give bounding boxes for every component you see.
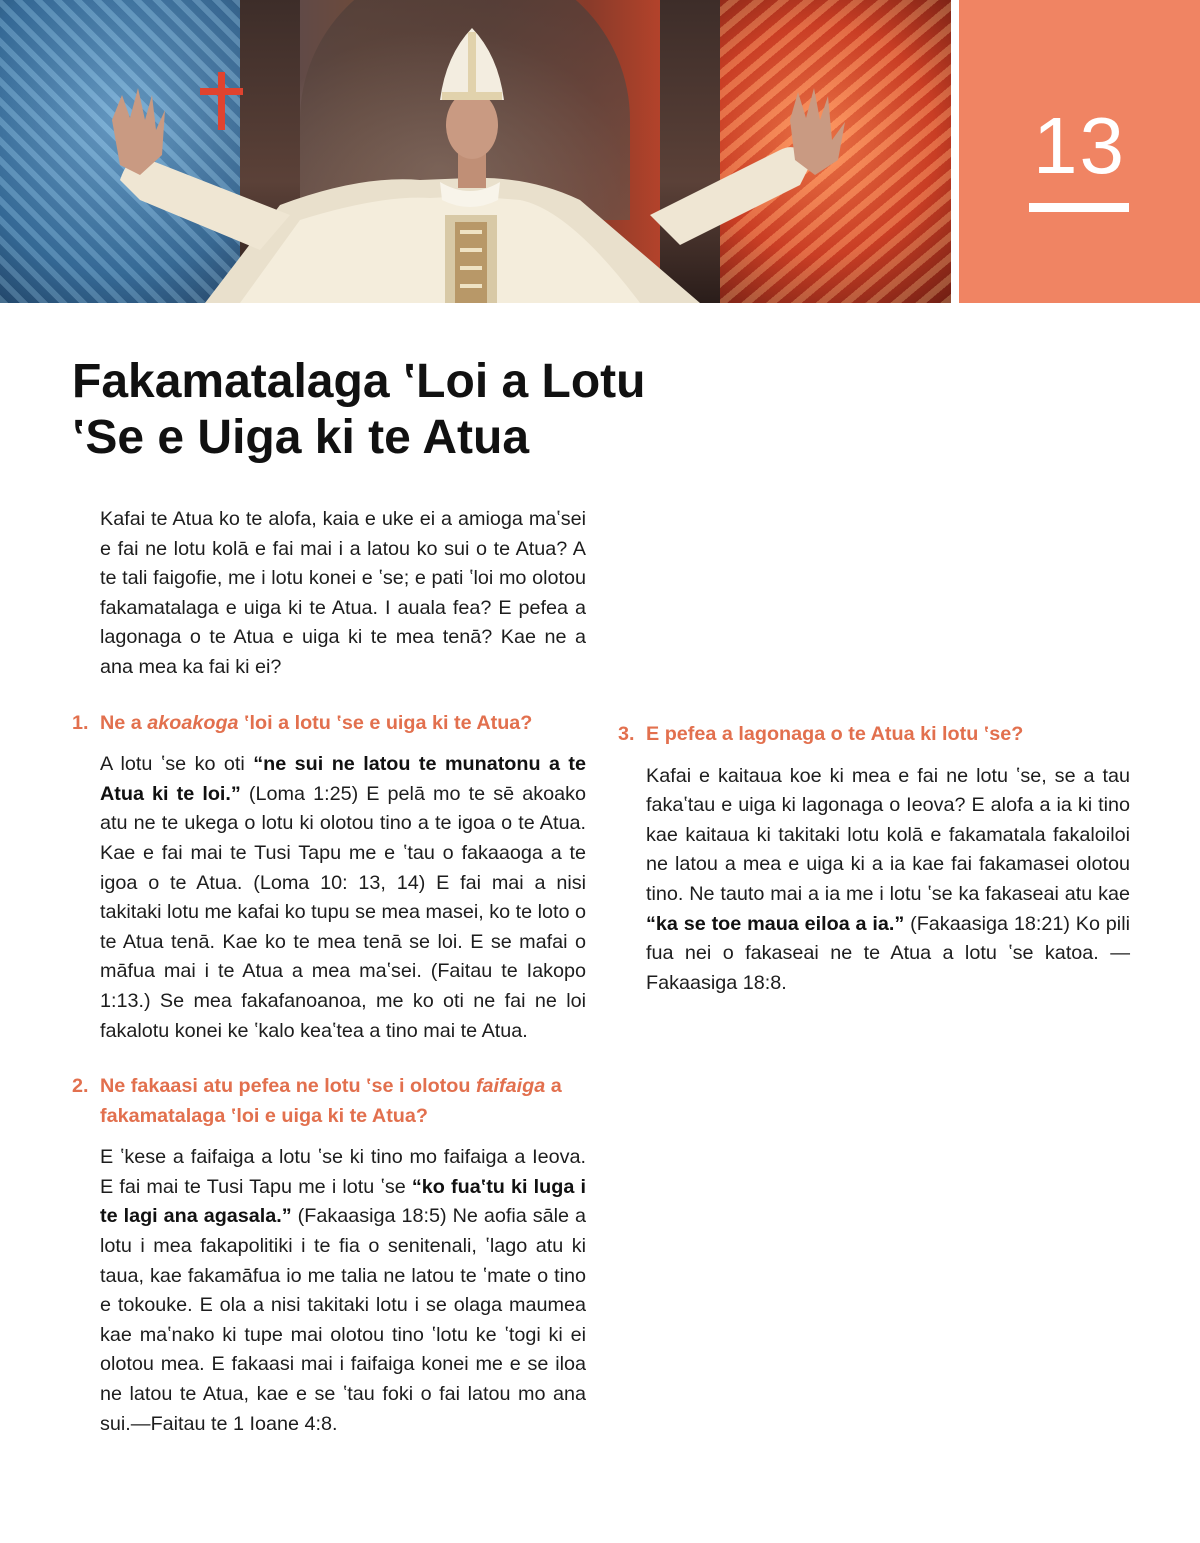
title-line-1: Fakamatalaga ʽLoi a Lotu xyxy=(72,355,646,408)
question-2: 2. Ne fakaasi atu pefea ne lotu ʽse i olotou faifaiga a fakamatalaga ʽloi e uiga ki te Atua? xyxy=(72,1072,586,1131)
question-number: 2. xyxy=(72,1075,89,1098)
title-line-2: ʽSe e Uiga ki te Atua xyxy=(72,411,530,464)
priest-figure xyxy=(0,0,951,303)
question-number: 1. xyxy=(72,711,89,734)
left-column xyxy=(72,505,586,1439)
intro-paragraph: Kafai te Atua ko te alofa, kaia e uke ei a amioga maʽsei e fai ne lotu kolā e fai mai i a latou ko sui o te Atua? A te tali faigofie, me i lotu konei e ʽse; e pati ʽloi mo olotou fakamatalaga e uiga ki te Atua. I auala fea? E pefea a lagonaga o te Atua e uiga ki te mea tenā? Kae ne a ana mea ka fai ki ei? xyxy=(100,508,586,678)
chapter-number: 13 xyxy=(1033,101,1126,190)
answer-paragraph-2: E ʽkese a faifaiga a lotu ʽse ki tino mo faifaiga a Ieova. E fai mai te Tusi Tapu me i lotu ʽse “ko fuaʽtu ki luga i te lagi ana agasala.” (Fakaasiga 18:5) Ne aofia sāle a lotu i mea fakapolitiki i te fia o senitenali, ʽlago atu ki taua, kae fakamāfua io me talia ne latou te ʽmate o tino e tokouke. E ola a nisi takitaki lotu i se olaga maumea kae maʽnako ki tupe mai olotou tino ʽlotu ke ʽtogi ki ei olotou mea. E fakaasi mai i faifaiga konei me e se iloa ne latou te Atua, kae e se ʽtau foki o fai latou mo ana sui.—Faitau te 1 Ioane 4:8. xyxy=(100,1146,587,1435)
page-title xyxy=(72,354,772,466)
answer-paragraph-3: Kafai e kaitaua koe ki mea e fai ne lotu ʽse, se a tau fakaʽtau e uiga ki lagonaga o Ieova? E alofa a ia ki tino kae kaitaua ki takitaki lotu kolā e fakamatala fakaloiloi ne latou a mea e uiga ki a ia kae fai fakamasei olotou tino. Ne tauto mai a ia me i lotu ʽse ka fakaseai atu kae “ka se toe maua eiloa a ia.” (Fakaasiga 18:21) Ko pili fua nei o fakaseai ne te Atua a lotu ʽse katoa. —Fakaasiga 18:8. xyxy=(646,764,1130,994)
chapter-tab xyxy=(959,0,1200,303)
right-column xyxy=(618,505,1130,1024)
question-number: 3. xyxy=(618,723,635,745)
question-3: 3. E pefea a lagonaga o te Atua ki lotu ʽse? xyxy=(618,720,1130,750)
answer-paragraph-1: A lotu ʽse ko oti “ne sui ne latou te munatonu a te Atua ki te loi.” (Loma 1:25) E pelā mo te sē akoako atu ne te ukega o lotu ki olotou tino a te igoa o te Atua. Kae e fai mai te Tusi Tapu me e ʽtau o fakaaoga a te igoa o te Atua. (Loma 10: 13, 14) E fai mai a nisi takitaki lotu me kafai ko tupu se mea masei, ko te loto o te Atua tenā. Kae ko te mea tenā se loi. E se mafai o māfua mai i te Atua a mea maʽsei. (Faitau te Iakopo 1:13.) Se mea fakafanoanoa, me ko oti ne fai ne loi fakalotu konei ke ʽkalo keaʽtea a tino mai te Atua. xyxy=(100,753,587,1042)
question-1: 1. Ne a akoakoga ʽloi a lotu ʽse e uiga ki te Atua? xyxy=(72,709,586,739)
chapter-underline xyxy=(1029,203,1129,212)
header-image xyxy=(0,0,951,303)
